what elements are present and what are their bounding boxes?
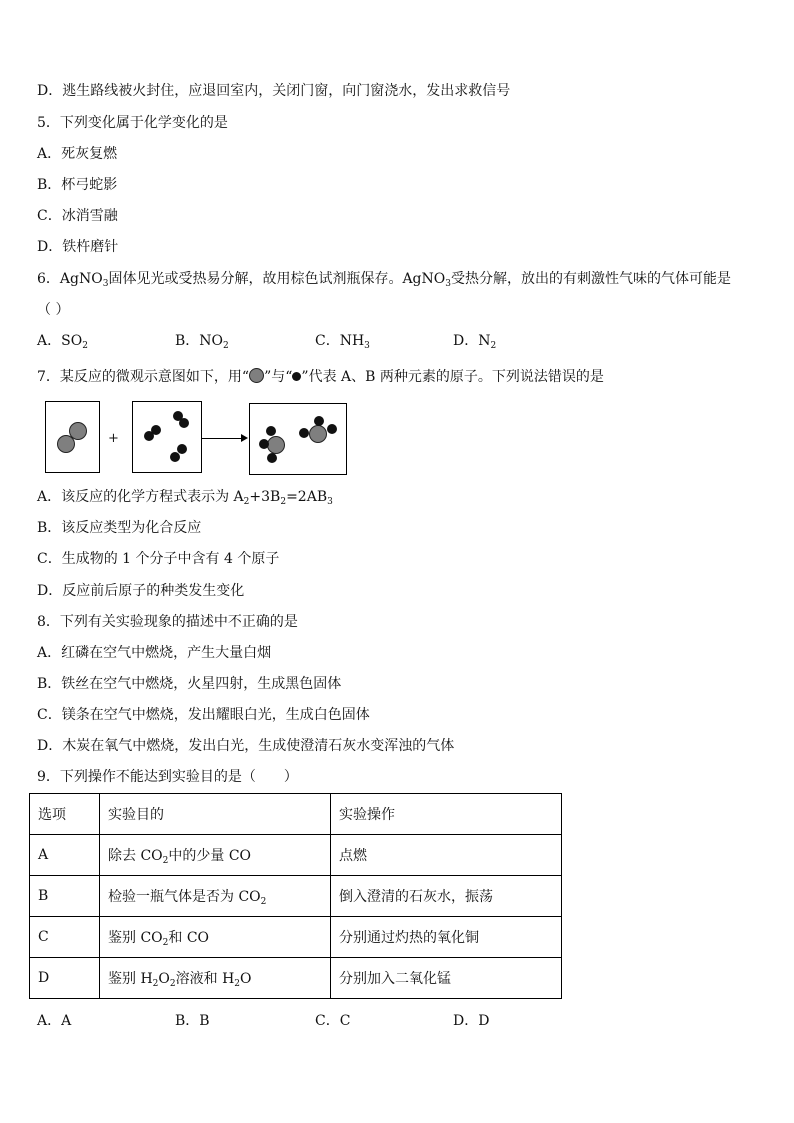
q6-blank: （ ） bbox=[37, 302, 70, 318]
q9-answer-a: A．A bbox=[37, 1013, 72, 1029]
row-option: B bbox=[30, 876, 100, 917]
atom-a bbox=[309, 425, 327, 443]
atom-b bbox=[266, 426, 276, 436]
q5-option-b: B．杯弓蛇影 bbox=[37, 177, 118, 193]
q7-option-b: B．该反应类型为化合反应 bbox=[37, 520, 202, 536]
row-option: C bbox=[30, 917, 100, 958]
reaction-arrowhead bbox=[241, 434, 248, 442]
header-operation: 实验操作 bbox=[331, 794, 562, 835]
q7-stem: 7．某反应的微观示意图如下，用“ ”与“ ”代表 A、B 两种元素的原子。下列说法错误的是 bbox=[37, 369, 604, 385]
header-option: 选项 bbox=[30, 794, 100, 835]
q8-stem: 8．下列有关实验现象的描述中不正确的是 bbox=[37, 614, 298, 630]
q8-option-d: D．木炭在氧气中燃烧，发出白光，生成使澄清石灰水变浑浊的气体 bbox=[37, 738, 455, 754]
q4-option-d: D．逃生路线被火封住，应退回室内，关闭门窗，向门窗浇水，发出求救信号 bbox=[37, 83, 511, 99]
row-purpose: 鉴别 $H_2O_2$溶液和 $H_2O$ bbox=[100, 958, 331, 999]
atom-b bbox=[259, 439, 269, 449]
q8-option-b: B．铁丝在空气中燃烧，火星四射，生成黑色固体 bbox=[37, 676, 342, 692]
reactant-a2-box bbox=[45, 401, 100, 473]
q9-answer-b: B．B bbox=[175, 1013, 210, 1029]
table-header-row bbox=[30, 794, 562, 835]
atom-b bbox=[170, 452, 180, 462]
q5-option-c: C．冰消雪融 bbox=[37, 208, 118, 224]
header-purpose: 实验目的 bbox=[100, 794, 331, 835]
row-purpose: 检验一瓶气体是否为 $CO_2$ bbox=[100, 876, 331, 917]
q8-option-a: A．红磷在空气中燃烧，产生大量白烟 bbox=[37, 645, 272, 661]
q5-stem: 5．下列变化属于化学变化的是 bbox=[37, 115, 228, 131]
q7-option-c: C．生成物的 1 个分子中含有 4 个原子 bbox=[37, 551, 280, 567]
atom-b bbox=[299, 428, 309, 438]
atom-a bbox=[57, 435, 75, 453]
atom-b bbox=[144, 431, 154, 441]
plus-sign: + bbox=[108, 431, 119, 446]
row-operation: 点燃 bbox=[331, 835, 562, 876]
product-ab3-box bbox=[249, 403, 347, 475]
row-operation: 倒入澄清的石灰水，振荡 bbox=[331, 876, 562, 917]
q8-option-c: C．镁条在空气中燃烧，发出耀眼白光，生成白色固体 bbox=[37, 707, 370, 723]
q6-stem: 6．AgNO$_3$固体见光或受热易分解，故用棕色试剂瓶保存。AgNO$_3$受热分解，放出的有刺激性气味的气体可能是 bbox=[37, 271, 731, 289]
q6-option-b: B．$NO_2$ bbox=[175, 333, 229, 351]
atom-b bbox=[314, 416, 324, 426]
row-option: D bbox=[30, 958, 100, 999]
row-operation: 分别通过灼热的氧化铜 bbox=[331, 917, 562, 958]
q9-answer-c: C．C bbox=[315, 1013, 351, 1029]
q5-option-a: A．死灰复燃 bbox=[37, 146, 118, 162]
q9-stem: 9．下列操作不能达到实验目的是（ ） bbox=[37, 769, 298, 785]
q5-option-d: D．铁杵磨针 bbox=[37, 239, 119, 255]
reaction-arrow bbox=[202, 438, 242, 439]
table-row bbox=[30, 876, 562, 917]
q9-table bbox=[29, 793, 562, 999]
q6-option-c: C．$NH_3$ bbox=[315, 333, 370, 351]
q9-answer-d: D．D bbox=[453, 1013, 490, 1029]
q7-option-a: A．该反应的化学方程式表示为 $A_2+3B_2=2AB_3$ bbox=[37, 489, 333, 507]
atom-b bbox=[267, 453, 277, 463]
row-operation: 分别加入二氧化锰 bbox=[331, 958, 562, 999]
table-row bbox=[30, 958, 562, 999]
atom-b bbox=[179, 418, 189, 428]
atom-a-icon bbox=[249, 368, 264, 383]
row-option: A bbox=[30, 835, 100, 876]
atom-a bbox=[267, 436, 285, 454]
reactant-b2-box bbox=[132, 401, 202, 473]
q6-option-d: D．$N_2$ bbox=[453, 333, 497, 351]
atom-b bbox=[327, 424, 337, 434]
table-row bbox=[30, 917, 562, 958]
row-purpose: 鉴别 $CO_2$和 CO bbox=[100, 917, 331, 958]
table-row bbox=[30, 835, 562, 876]
q6-option-a: A．$SO_2$ bbox=[37, 333, 88, 351]
q7-option-d: D．反应前后原子的种类发生变化 bbox=[37, 583, 245, 599]
row-purpose: 除去 $CO_2$中的少量 CO bbox=[100, 835, 331, 876]
